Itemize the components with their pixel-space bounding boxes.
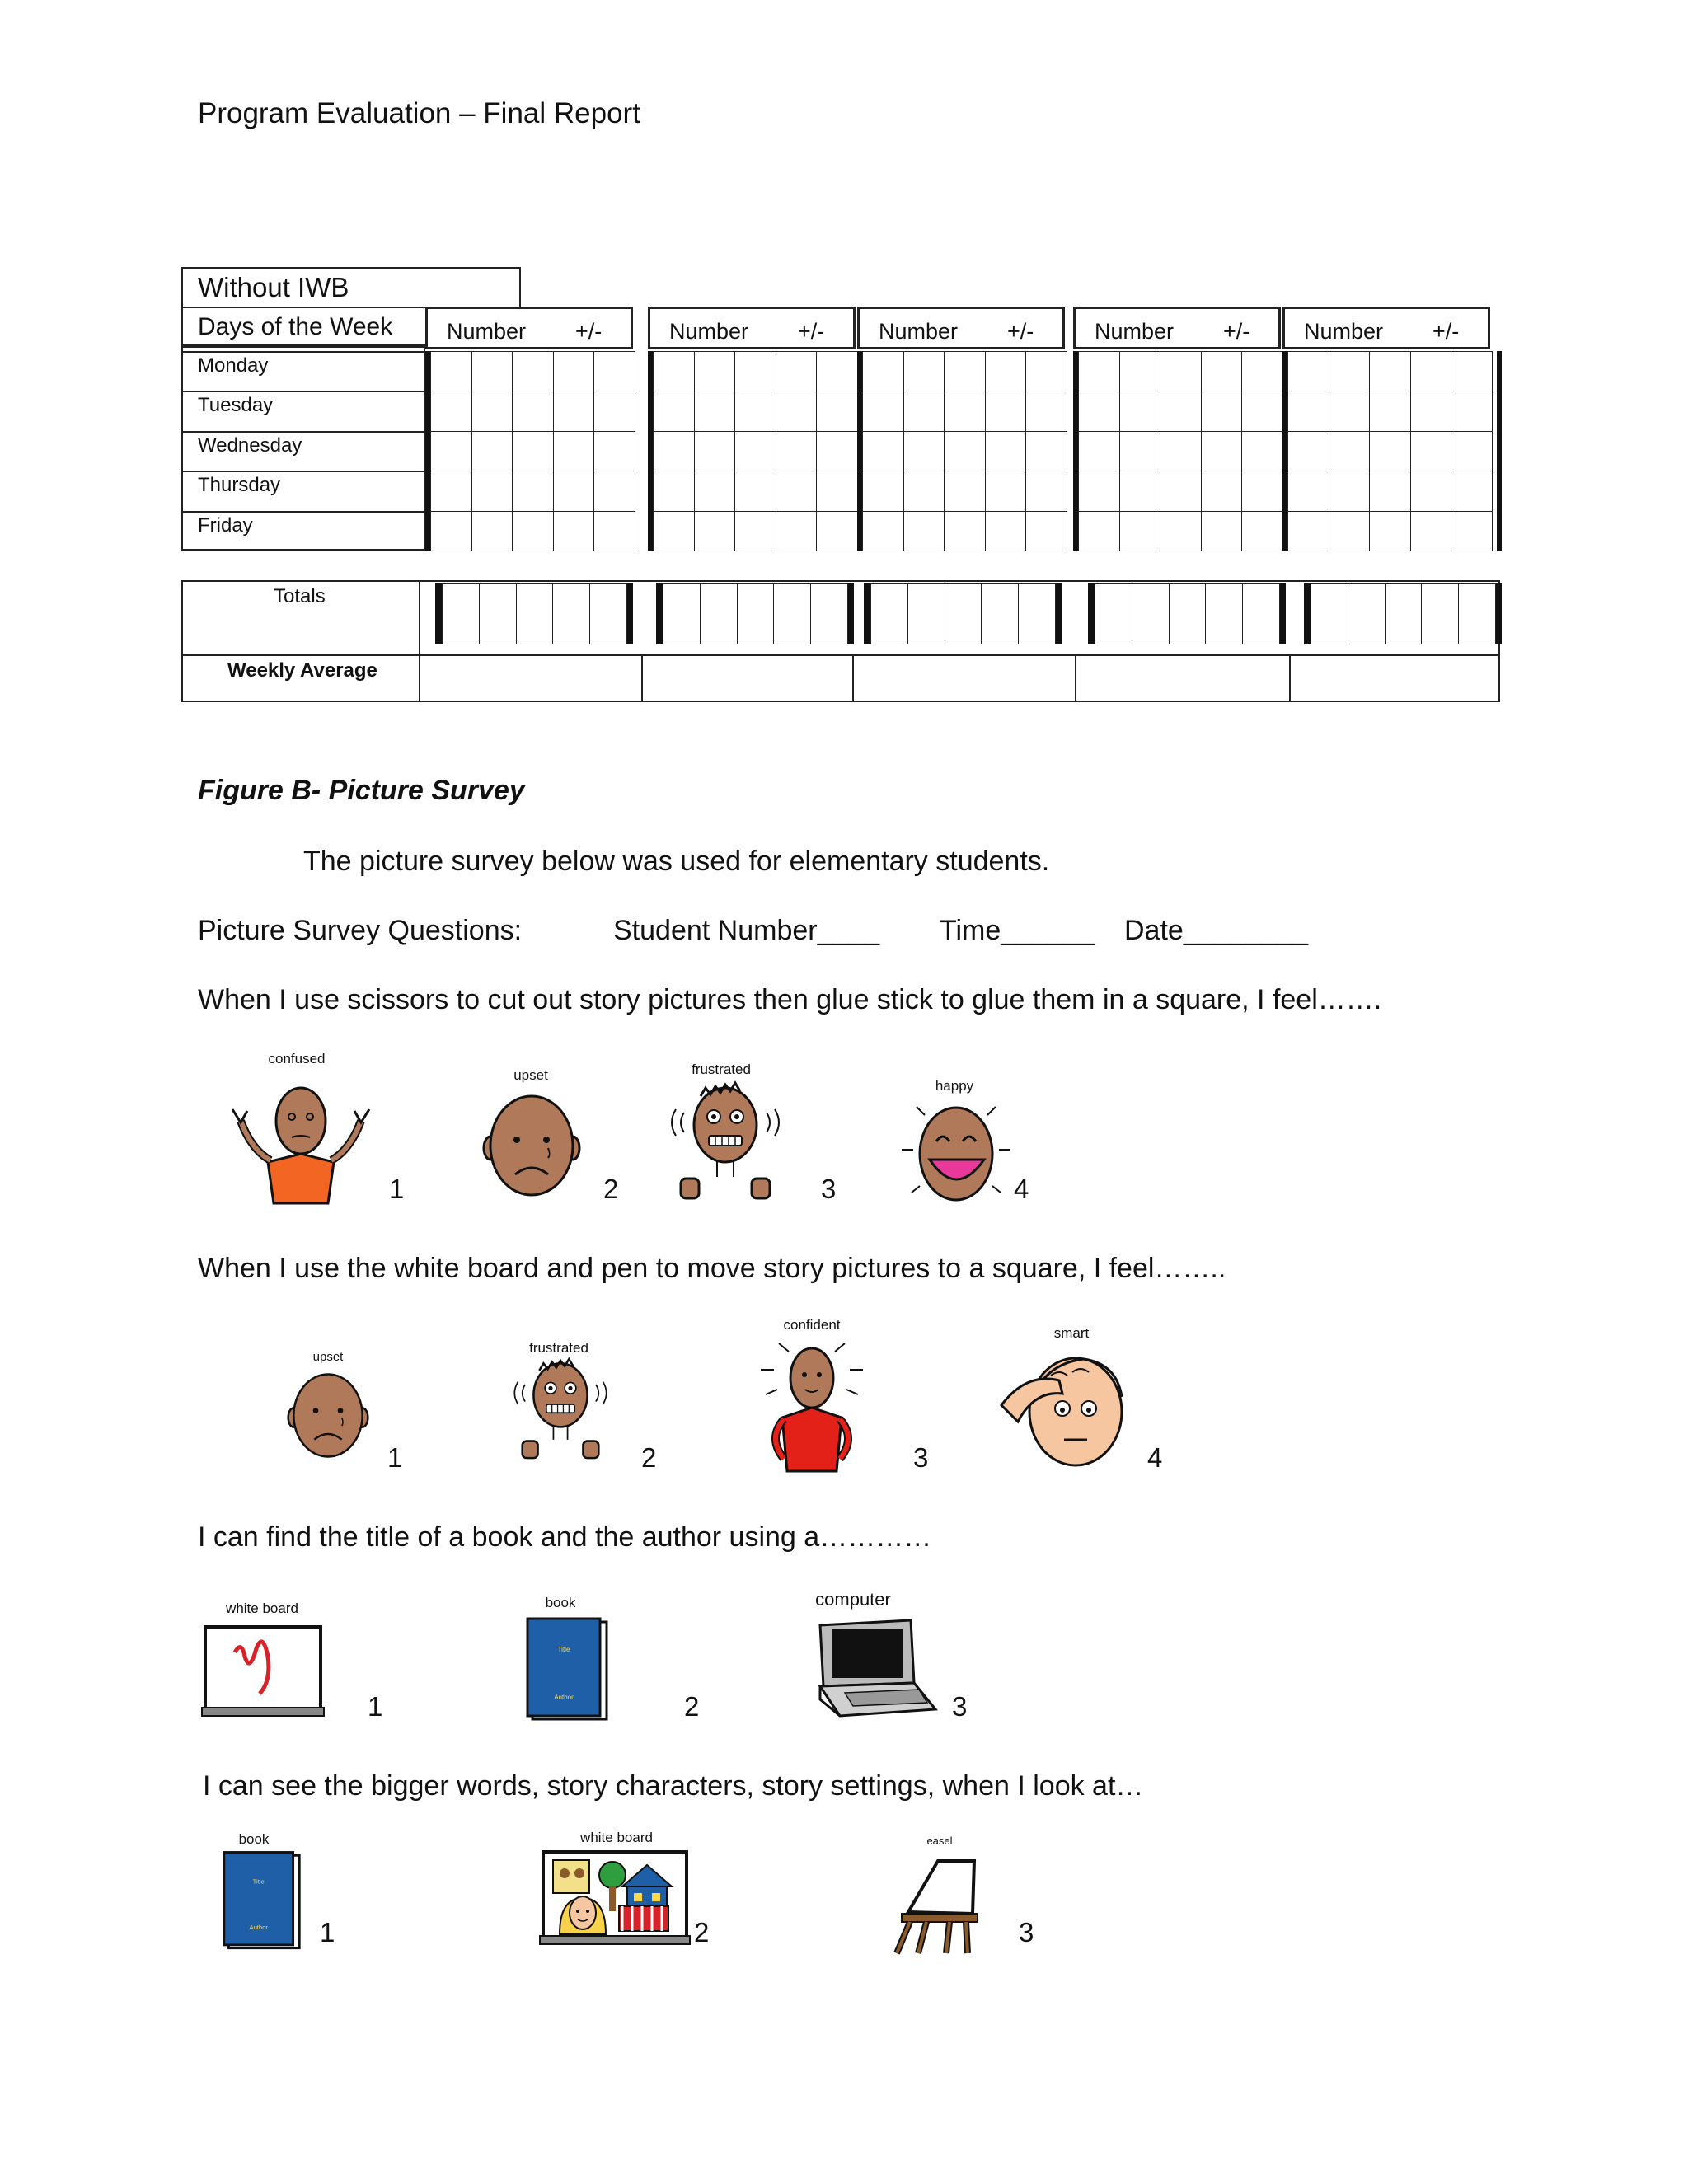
number-column-label: Number <box>669 319 749 344</box>
tally-cell[interactable] <box>903 511 945 551</box>
option-label: computer <box>815 1589 891 1610</box>
tally-cell[interactable] <box>862 391 904 431</box>
confused-person-icon <box>223 1071 379 1207</box>
number-column-label: Number <box>1304 319 1384 344</box>
tally-cell[interactable] <box>1329 351 1371 391</box>
tally-cell[interactable] <box>903 351 945 391</box>
tally-cell[interactable] <box>734 431 776 471</box>
totals-cell[interactable] <box>700 583 738 644</box>
tally-cell[interactable] <box>734 351 776 391</box>
tally-cell[interactable] <box>593 511 635 551</box>
tally-cell[interactable] <box>1078 391 1120 431</box>
book-title: Title <box>557 1646 570 1653</box>
tally-cell[interactable] <box>734 391 776 431</box>
tally-cell[interactable] <box>430 391 472 431</box>
tally-cell[interactable] <box>1329 391 1371 431</box>
totals-cell[interactable] <box>479 583 517 644</box>
whiteboard-scene-icon <box>540 1849 692 1952</box>
tally-cell[interactable] <box>1119 391 1161 431</box>
weekly-average-cell-divider <box>852 654 854 702</box>
totals-cell[interactable] <box>1385 583 1423 644</box>
tally-cell[interactable] <box>1287 391 1329 431</box>
tally-cell[interactable] <box>553 471 595 511</box>
student-number-field: Student Number____ <box>613 915 880 946</box>
upset-face-icon <box>482 1092 581 1199</box>
tally-cell[interactable] <box>776 431 818 471</box>
day-row-divider <box>181 431 425 433</box>
tally-cell[interactable] <box>1329 511 1371 551</box>
totals-cell[interactable] <box>1458 583 1496 644</box>
tally-cell[interactable] <box>816 511 858 551</box>
tally-cell[interactable] <box>593 471 635 511</box>
totals-group-border <box>864 583 870 644</box>
option-label: frustrated <box>692 1062 751 1077</box>
option-number: 2 <box>694 1917 710 1947</box>
option-number: 2 <box>603 1174 619 1204</box>
option-number: 3 <box>913 1442 929 1473</box>
tally-cell[interactable] <box>694 471 736 511</box>
tally-cell[interactable] <box>471 471 513 511</box>
totals-cell[interactable] <box>1095 583 1132 644</box>
plus-minus-column-label: +/- <box>798 319 825 344</box>
totals-cell[interactable] <box>442 583 480 644</box>
tally-cell[interactable] <box>985 391 1027 431</box>
tally-cell[interactable] <box>1287 351 1329 391</box>
question-2-text: When I use the white board and pen to move story pictures to a square, I feel…….. <box>198 1253 1226 1284</box>
tally-cell[interactable] <box>944 471 986 511</box>
option-number: 2 <box>641 1442 657 1473</box>
tally-cell[interactable] <box>1201 511 1243 551</box>
tally-cell[interactable] <box>816 351 858 391</box>
book-author: Author <box>554 1694 574 1701</box>
tally-cell[interactable] <box>471 351 513 391</box>
tally-cell[interactable] <box>776 511 818 551</box>
totals-cell[interactable] <box>1205 583 1243 644</box>
tally-cell[interactable] <box>471 511 513 551</box>
tally-cell[interactable] <box>593 391 635 431</box>
page-header: Program Evaluation – Final Report <box>198 97 640 129</box>
totals-group-border <box>435 583 442 644</box>
tally-cell[interactable] <box>734 471 776 511</box>
totals-cell[interactable] <box>1169 583 1207 644</box>
tally-cell[interactable] <box>816 391 858 431</box>
day-row-divider <box>181 351 425 353</box>
tally-cell[interactable] <box>512 431 554 471</box>
book-icon <box>221 1850 303 1953</box>
tally-cell[interactable] <box>1119 511 1161 551</box>
days-header: Days of the Week <box>198 313 393 340</box>
tally-cell[interactable] <box>653 351 695 391</box>
number-column-label: Number <box>1095 319 1175 344</box>
day-label: Friday <box>198 513 253 537</box>
tally-cell[interactable] <box>1241 431 1283 471</box>
tally-cell[interactable] <box>553 431 595 471</box>
tally-cell[interactable] <box>903 431 945 471</box>
totals-group-border <box>1055 583 1062 644</box>
option-label: confused <box>268 1051 326 1066</box>
day-row-divider <box>181 471 425 472</box>
tally-cell[interactable] <box>1329 431 1371 471</box>
tally-cell[interactable] <box>776 351 818 391</box>
tally-cell[interactable] <box>944 431 986 471</box>
tally-cell[interactable] <box>985 351 1027 391</box>
date-field: Date________ <box>1124 915 1309 946</box>
tally-cell[interactable] <box>471 391 513 431</box>
option-label: easel <box>926 1835 953 1847</box>
plus-minus-column-label: +/- <box>575 319 603 344</box>
option-label: book <box>238 1831 270 1847</box>
totals-cell[interactable] <box>1018 583 1056 644</box>
totals-cell[interactable] <box>773 583 811 644</box>
frustrated-face-icon <box>668 1080 783 1203</box>
tally-cell[interactable] <box>1025 511 1067 551</box>
tally-cell[interactable] <box>1369 391 1411 431</box>
tally-cell[interactable] <box>1369 351 1411 391</box>
option-number: 3 <box>952 1691 968 1722</box>
totals-group-border <box>626 583 633 644</box>
time-field: Time______ <box>940 915 1095 946</box>
tally-cell[interactable] <box>734 511 776 551</box>
tally-cell[interactable] <box>694 391 736 431</box>
weekly-average-label: Weekly Average <box>227 659 377 682</box>
day-label: Thursday <box>198 474 281 497</box>
questions-label: Picture Survey Questions: <box>198 915 523 946</box>
tally-cell[interactable] <box>653 471 695 511</box>
tally-cell[interactable] <box>553 351 595 391</box>
tally-cell[interactable] <box>512 511 554 551</box>
tally-cell[interactable] <box>1201 351 1243 391</box>
day-row-divider <box>181 391 425 392</box>
tally-cell[interactable] <box>1287 471 1329 511</box>
totals-cell[interactable] <box>870 583 908 644</box>
tally-cell[interactable] <box>1451 471 1493 511</box>
day-label: Tuesday <box>198 394 274 417</box>
totals-label-divider <box>419 580 420 702</box>
group-border <box>1497 351 1502 551</box>
tally-cell[interactable] <box>1025 431 1067 471</box>
tally-cell[interactable] <box>430 431 472 471</box>
number-column-label: Number <box>447 319 527 344</box>
tally-cell[interactable] <box>816 431 858 471</box>
tally-cell[interactable] <box>1241 511 1283 551</box>
totals-cell[interactable] <box>1348 583 1386 644</box>
tally-cell[interactable] <box>944 351 986 391</box>
option-label: confident <box>783 1317 841 1333</box>
tally-cell[interactable] <box>1119 351 1161 391</box>
tally-cell[interactable] <box>944 391 986 431</box>
tally-cell[interactable] <box>1451 511 1493 551</box>
option-label: white board <box>580 1830 653 1845</box>
totals-divider <box>181 654 1500 656</box>
tally-cell[interactable] <box>1241 471 1283 511</box>
tally-cell[interactable] <box>653 391 695 431</box>
option-label: white board <box>226 1601 298 1616</box>
totals-group-border <box>656 583 663 644</box>
option-label: frustrated <box>529 1340 588 1356</box>
option-label: upset <box>312 1350 344 1364</box>
tally-cell[interactable] <box>1369 431 1411 471</box>
question-1-text: When I use scissors to cut out story pictures then glue stick to glue them in a square, I feel……. <box>198 984 1382 1015</box>
number-column-label: Number <box>879 319 959 344</box>
option-number: 1 <box>368 1691 383 1722</box>
tally-cell[interactable] <box>512 391 554 431</box>
tally-cell[interactable] <box>1410 471 1452 511</box>
totals-cell[interactable] <box>1311 583 1348 644</box>
book-icon <box>524 1617 611 1724</box>
tally-cell[interactable] <box>1369 511 1411 551</box>
totals-cell[interactable] <box>810 583 848 644</box>
tally-cell[interactable] <box>512 351 554 391</box>
tally-cell[interactable] <box>1078 471 1120 511</box>
tally-cell[interactable] <box>1410 431 1452 471</box>
option-number: 3 <box>1019 1917 1034 1947</box>
tally-cell[interactable] <box>903 471 945 511</box>
tally-cell[interactable] <box>1078 511 1120 551</box>
tally-cell[interactable] <box>776 391 818 431</box>
tally-cell[interactable] <box>776 471 818 511</box>
tally-cell[interactable] <box>553 511 595 551</box>
totals-cell[interactable] <box>945 583 982 644</box>
option-label: upset <box>513 1067 548 1083</box>
tally-cell[interactable] <box>1078 431 1120 471</box>
totals-cell[interactable] <box>663 583 701 644</box>
day-label: Wednesday <box>198 434 302 457</box>
tally-cell[interactable] <box>985 511 1027 551</box>
totals-group-border <box>1304 583 1311 644</box>
option-number: 4 <box>1147 1442 1163 1473</box>
weekly-average-cell-divider <box>1075 654 1076 702</box>
question-3-text: I can find the title of a book and the author using a………… <box>198 1521 932 1553</box>
option-label: happy <box>935 1078 974 1094</box>
tally-cell[interactable] <box>944 511 986 551</box>
happy-face-icon <box>898 1100 1014 1207</box>
table-caption: Without IWB <box>198 272 349 302</box>
totals-group-border <box>847 583 854 644</box>
tally-cell[interactable] <box>1241 391 1283 431</box>
totals-cell[interactable] <box>552 583 590 644</box>
figure-title: Figure B- Picture Survey <box>198 775 525 806</box>
tally-cell[interactable] <box>1119 471 1161 511</box>
tally-cell[interactable] <box>1160 351 1202 391</box>
easel-icon <box>892 1854 987 1957</box>
totals-cell[interactable] <box>737 583 775 644</box>
option-number: 3 <box>821 1174 837 1204</box>
plus-minus-column-label: +/- <box>1223 319 1250 344</box>
day-row-divider <box>181 511 425 513</box>
option-number: 1 <box>320 1917 335 1947</box>
tally-cell[interactable] <box>903 391 945 431</box>
totals-label: Totals <box>274 585 326 607</box>
tally-cell[interactable] <box>985 471 1027 511</box>
tally-cell[interactable] <box>1410 351 1452 391</box>
tally-cell[interactable] <box>1201 471 1243 511</box>
tally-cell[interactable] <box>653 431 695 471</box>
option-label: book <box>545 1595 576 1610</box>
tally-cell[interactable] <box>862 471 904 511</box>
option-number: 4 <box>1014 1174 1029 1204</box>
confident-person-icon <box>754 1335 870 1475</box>
totals-cell[interactable] <box>1421 583 1459 644</box>
question-4-text: I can see the bigger words, story characters, story settings, when I look at… <box>203 1770 1144 1802</box>
tally-cell[interactable] <box>1329 471 1371 511</box>
totals-group-border <box>1088 583 1095 644</box>
book-author: Author <box>249 1923 268 1931</box>
option-number: 1 <box>389 1174 405 1204</box>
weekly-average-cell-divider <box>641 654 643 702</box>
tally-cell[interactable] <box>694 511 736 551</box>
tally-cell[interactable] <box>816 471 858 511</box>
tally-cell[interactable] <box>593 351 635 391</box>
whiteboard-icon <box>202 1624 326 1718</box>
option-label: smart <box>1053 1325 1090 1341</box>
tally-cell[interactable] <box>430 471 472 511</box>
tally-cell[interactable] <box>1078 351 1120 391</box>
tally-cell[interactable] <box>1160 391 1202 431</box>
tally-cell[interactable] <box>1160 511 1202 551</box>
plus-minus-column-label: +/- <box>1432 319 1460 344</box>
tally-cell[interactable] <box>1119 431 1161 471</box>
weekly-average-cell-divider <box>1289 654 1291 702</box>
tally-cell[interactable] <box>653 511 695 551</box>
totals-cell[interactable] <box>907 583 945 644</box>
book-title: Title <box>252 1877 265 1886</box>
totals-group-border <box>1279 583 1286 644</box>
plus-minus-column-label: +/- <box>1007 319 1034 344</box>
computer-icon <box>812 1617 944 1720</box>
totals-cell[interactable] <box>1242 583 1280 644</box>
tally-cell[interactable] <box>1201 431 1243 471</box>
tally-cell[interactable] <box>553 391 595 431</box>
totals-group-border <box>1495 583 1502 644</box>
tally-cell[interactable] <box>430 511 472 551</box>
smart-face-icon <box>993 1347 1137 1471</box>
frustrated-face-icon <box>511 1356 610 1463</box>
option-number: 2 <box>684 1691 700 1722</box>
tally-cell[interactable] <box>1369 471 1411 511</box>
tally-cell[interactable] <box>430 351 472 391</box>
tally-cell[interactable] <box>471 431 513 471</box>
tally-cell[interactable] <box>1241 351 1283 391</box>
tally-cell[interactable] <box>1025 471 1067 511</box>
tally-cell[interactable] <box>1201 391 1243 431</box>
figure-intro: The picture survey below was used for elementary students. <box>303 846 1050 877</box>
tally-cell[interactable] <box>694 351 736 391</box>
tally-cell[interactable] <box>1451 431 1493 471</box>
totals-cell[interactable] <box>1132 583 1170 644</box>
tally-cell[interactable] <box>694 431 736 471</box>
tally-cell[interactable] <box>862 351 904 391</box>
tally-cell[interactable] <box>512 471 554 511</box>
tally-cell[interactable] <box>1410 511 1452 551</box>
tally-cell[interactable] <box>1451 351 1493 391</box>
tally-cell[interactable] <box>1025 391 1067 431</box>
tally-cell[interactable] <box>593 431 635 471</box>
option-number: 1 <box>387 1442 403 1473</box>
tally-cell[interactable] <box>862 511 904 551</box>
tally-cell[interactable] <box>862 431 904 471</box>
tally-cell[interactable] <box>1287 511 1329 551</box>
tally-cell[interactable] <box>1287 431 1329 471</box>
tally-cell[interactable] <box>1451 391 1493 431</box>
tally-cell[interactable] <box>1025 351 1067 391</box>
totals-cell[interactable] <box>589 583 627 644</box>
totals-cell[interactable] <box>981 583 1019 644</box>
tally-cell[interactable] <box>1160 431 1202 471</box>
day-label: Monday <box>198 354 269 377</box>
tally-cell[interactable] <box>985 431 1027 471</box>
tally-cell[interactable] <box>1160 471 1202 511</box>
totals-cell[interactable] <box>516 583 554 644</box>
upset-face-icon <box>287 1368 369 1463</box>
tally-cell[interactable] <box>1410 391 1452 431</box>
